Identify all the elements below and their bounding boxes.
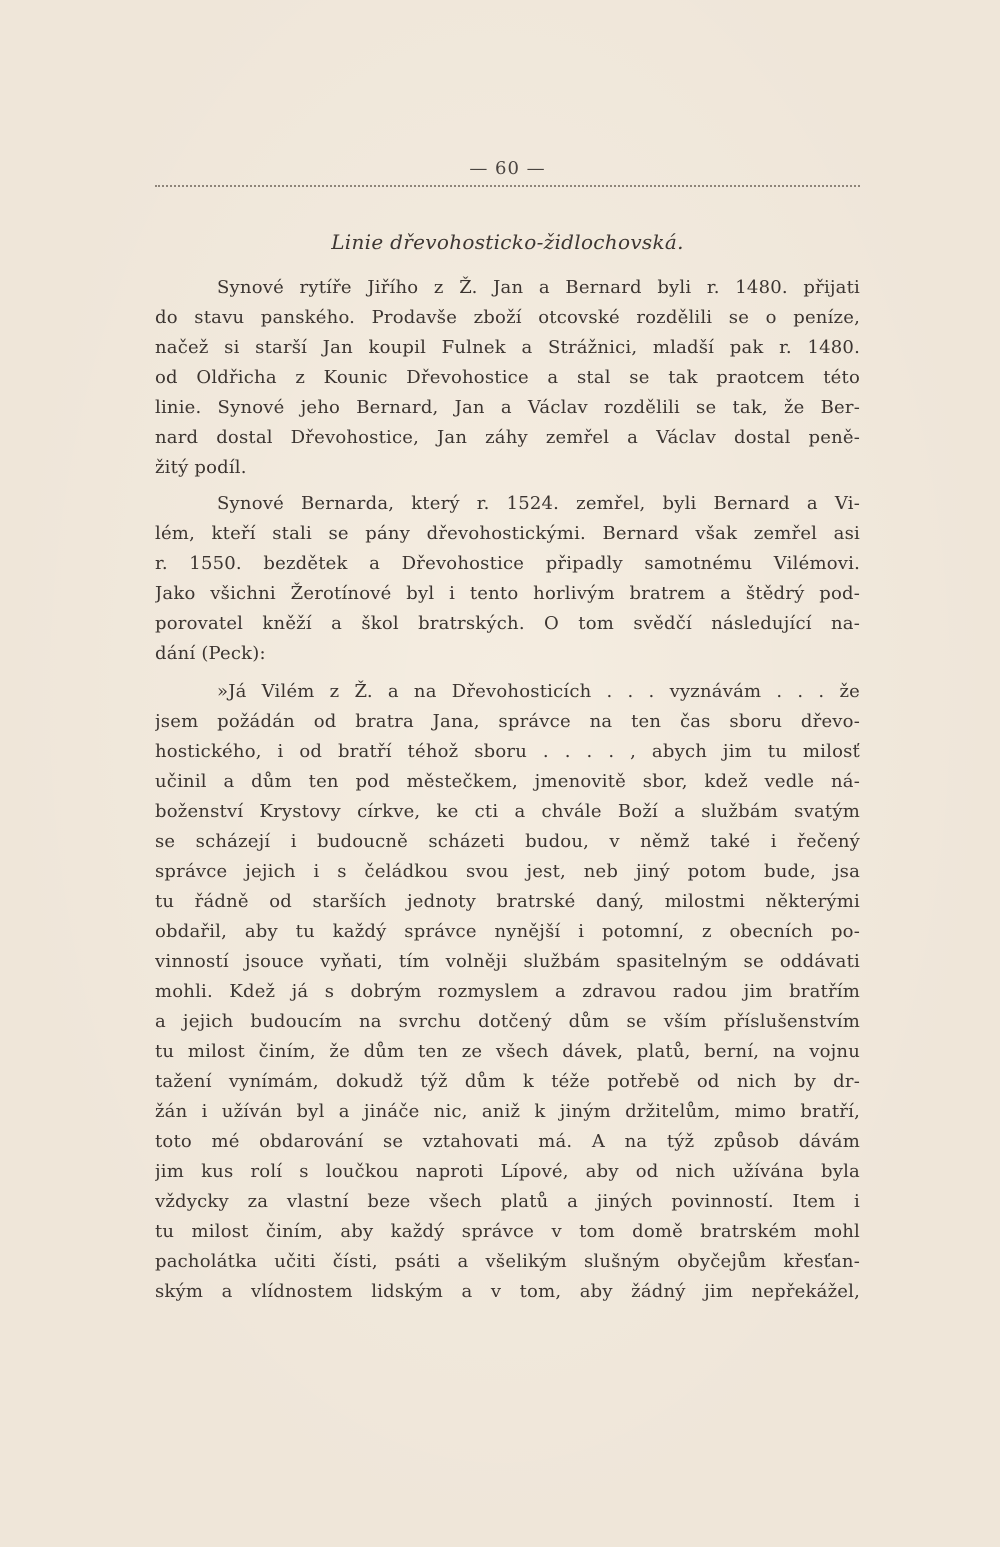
text-line: do stavu panského. Prodavše zboží otcovské rozdělili se o peníze,: [155, 307, 860, 328]
text-line: tu řádně od starších jednoty bratrské daný, milostmi některými: [155, 891, 860, 912]
text-line: tu milost činím, že dům ten ze všech dávek, platů, berní, na vojnu: [155, 1041, 860, 1062]
paragraph-3: [155, 677, 860, 1307]
text-line: vinností jsouce vyňati, tím volněji službám spasitelným se oddávati: [155, 951, 860, 972]
text-line: Synové Bernarda, který r. 1524. zemřel, byli Bernard a Vi-: [217, 493, 860, 514]
text-line: Synové rytíře Jiřího z Ž. Jan a Bernard byli r. 1480. přijati: [217, 277, 860, 298]
text-line: učinil a dům ten pod městečkem, jmenovitě sbor, kdež vedle ná-: [155, 771, 860, 792]
text-line: boženství Krystovy církve, ke cti a chvále Boží a službám svatým: [155, 801, 860, 822]
text-line: od Oldřicha z Kounic Dřevohostice a stal se tak praotcem této: [155, 367, 860, 388]
text-line: žán i užíván byl a jináče nic, aniž k jiným držitelům, mimo bratří,: [155, 1101, 860, 1122]
text-line: mohli. Kdež já s dobrým rozmyslem a zdravou radou jim bratřím: [155, 981, 860, 1002]
text-line: ským a vlídnostem lidským a v tom, aby žádný jim nepřekážel,: [155, 1281, 860, 1302]
text-line: porovatel kněží a škol bratrských. O tom svědčí následující na-: [155, 613, 860, 634]
text-line: tu milost činím, aby každý správce v tom domě bratrském mohl: [155, 1221, 860, 1242]
paragraph-1: [155, 273, 860, 483]
text-line: správce jejich i s čeládkou svou jest, neb jiný potom bude, jsa: [155, 861, 860, 882]
page-header: [155, 158, 860, 187]
text-line: r. 1550. bezdětek a Dřevohostice připadly samotnému Vilémovi.: [155, 553, 860, 574]
text-line: se scházejí i budoucně scházeti budou, v němž také i řečený: [155, 831, 860, 852]
text-line: pacholátka učiti čísti, psáti a všelikým slušným obyčejům křesťan-: [155, 1251, 860, 1272]
text-line: vždycky za vlastní beze všech platů a jiných povinností. Item i: [155, 1191, 860, 1212]
text-line: toto mé obdarování se vztahovati má. A na týž způsob dávám: [155, 1131, 860, 1152]
text-line: lém, kteří stali se pány dřevohostickými. Bernard však zemřel asi: [155, 523, 860, 544]
text-line: obdařil, aby tu každý správce nynější i potomní, z obecních po-: [155, 921, 860, 942]
page-number: — 60 —: [469, 158, 546, 179]
text-line: dání (Peck):: [155, 643, 266, 664]
text-line: hostického, i od bratří téhož sboru . . . . , abych jim tu milosť: [155, 741, 860, 762]
paragraph-2: [155, 489, 860, 669]
text-line: Jako všichni Žerotínové byl i tento horlivým bratrem a štědrý pod-: [155, 583, 860, 604]
text-line: linie. Synové jeho Bernard, Jan a Václav rozdělili se tak, že Ber-: [155, 397, 860, 418]
text-line: žitý podíl.: [155, 457, 247, 478]
section-title: Linie dřevohosticko-židlochovská.: [331, 230, 684, 254]
text-line: tažení vynímám, dokudž týž dům k téže potřebě od nich by dr-: [155, 1071, 860, 1092]
header-dotted-rule: [155, 185, 860, 187]
text-line: načež si starší Jan koupil Fulnek a Strážnici, mladší pak r. 1480.: [155, 337, 860, 358]
text-line: nard dostal Dřevohostice, Jan záhy zemřel a Václav dostal peně-: [155, 427, 860, 448]
text-line: jim kus rolí s loučkou naproti Lípové, aby od nich užívána byla: [155, 1161, 860, 1182]
text-line: »Já Vilém z Ž. a na Dřevohosticích . . . vyznávám . . . že: [217, 681, 860, 702]
text-line: jsem požádán od bratra Jana, správce na ten čas sboru dřevo-: [155, 711, 860, 732]
text-line: a jejich budoucím na svrchu dotčený dům se vším příslušenstvím: [155, 1011, 860, 1032]
